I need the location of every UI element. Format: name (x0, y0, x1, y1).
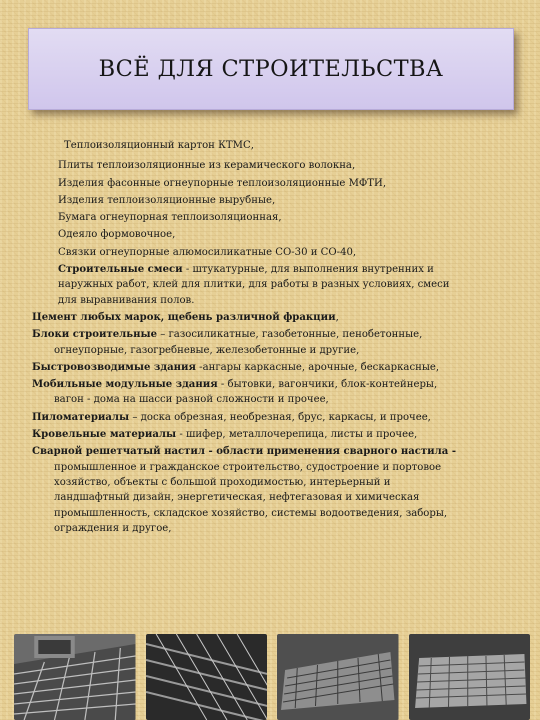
grating-stair-tread-photo (409, 634, 531, 720)
list-item: Связки огнеупорные алюмосиликатные СО-30 и СО-40, (58, 246, 357, 258)
list-item: Сварной решетчатый настил - области применения сварного настила - промышленное и гражданское строительство, судостроение и портовое хозяйство, объекты с большой проходимостью, интерьерный и ландшафтный дизайн, энергетическая, нефтегазовая и химическая промышленность, складское хозяйство, системы водоотведения, заборы, ограждения и другое, (32, 446, 457, 534)
steel-grating-closeup-photo (146, 634, 268, 720)
list-item: Кровельные материалы - шифер, металлочерепица, листы и прочее, (32, 429, 418, 441)
page-title: ВСЁ ДЛЯ СТРОИТЕЛЬСТВА (98, 56, 444, 82)
list-item: Изделия теплоизоляционные вырубные, (58, 194, 276, 206)
grating-stair-tread-photo (277, 634, 399, 720)
list-item: Пиломатериалы – доска обрезная, необрезная, брус, каркасы, и прочее, (32, 411, 431, 423)
list-item: Мобильные модульные здания - бытовки, вагончики, блок-контейнеры, вагон - дома на шасси разной сложности и прочее, (32, 379, 438, 406)
list-item: Одеяло формовочное, (58, 229, 176, 241)
list-item: Блоки строительные – газосиликатные, газобетонные, пенобетонные, огнеупорные, газогребневые, железобетонные и другие, (32, 329, 423, 356)
list-item: Бумага огнеупорная теплоизоляционная, (58, 212, 282, 224)
list-item: Цемент любых марок, щебень различной фракции, (32, 311, 339, 323)
product-list (32, 138, 516, 536)
list-item: Быстровозводимые здания -ангары каркасные, арочные, бескаркасные, (32, 361, 440, 373)
photo-strip (14, 634, 530, 720)
title-box (28, 28, 514, 110)
list-item: Плиты теплоизоляционные из керамического волокна, (58, 160, 356, 172)
list-item: Теплоизоляционный картон КТМС, (64, 140, 254, 151)
list-item: Изделия фасонные огнеупорные теплоизоляционные МФТИ, (58, 177, 387, 189)
steel-grating-floor-photo (14, 634, 136, 720)
list-item: Строительные смеси - штукатурные, для выполнения внутренних и наружных работ, клей для плитки, для работы в разных условиях, смеси для выравнивания полов. (58, 264, 450, 306)
